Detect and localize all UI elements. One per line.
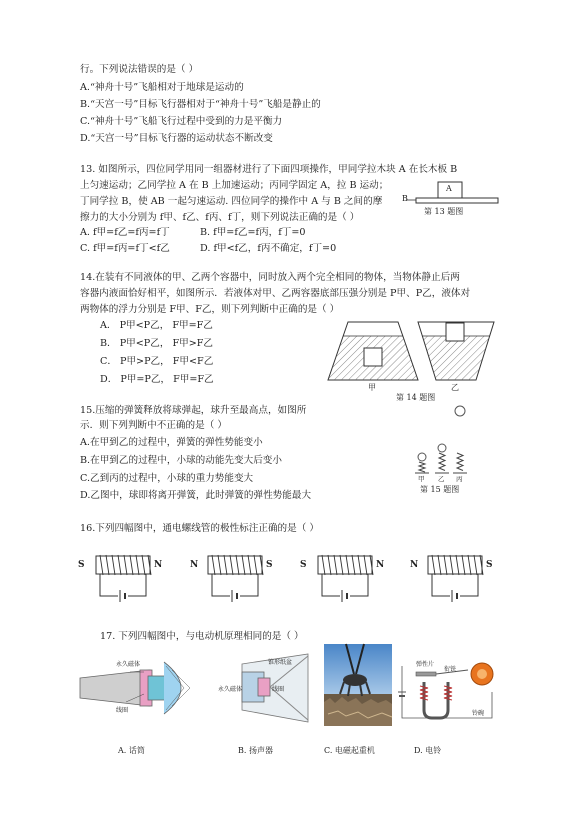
q12-stem: 行。下列说法错误的是（ ） [80,64,199,75]
q14-label-yi: 乙 [451,383,459,392]
q17-caption-d: D. 电铃 [414,746,442,755]
q13-option-c: C. f甲=f丙=f丁<f乙 [80,243,170,254]
q13-caption: 第 13 题图 [424,207,464,216]
q13-option-a: A. f甲=f乙=f丙=f丁 [80,227,170,238]
q15-line-2: 示．则下列判断中不正确的是（ ） [80,420,227,431]
q14-option-b: B． P甲<P乙， F甲>F乙 [100,338,214,349]
q14-line-2: 容器内液面恰好相平，如图所示．若液体对甲、乙两容器底部压强分别是 P甲、P乙，液体对 [80,288,471,299]
q15-label-yi: 乙 [438,475,445,483]
q12-option-b: B.“天宫一号”目标飞行器相对于“神舟十号”飞船是静止的 [80,99,321,110]
q17-caption-c: C. 电磁起重机 [324,746,375,755]
q12-option-d: D.“天宫一号”目标飞行器的运动状态不断改变 [80,133,273,144]
q13-board-b [416,198,498,203]
object-yi [446,323,464,341]
q17-fig-d-label-gong: 铃碗 [472,710,485,717]
ball-bing [455,406,465,416]
q12-option-c: C.“神舟十号”飞船飞行过程中受到的力是平衡力 [80,116,283,127]
q17-fig-a-label-coil: 线圈 [116,707,129,714]
q12-option-a: A.“神舟十号”飞船相对于地球是运动的 [80,82,244,93]
q17-fig-d-label-spring: 弹性片 [416,661,435,668]
q13-line-1: 13. 如图所示，四位同学用同一组器材进行了下面四项操作，甲同学拉木块 A 在长木板 B [80,164,458,175]
q15-line-1: 15.压缩的弹簧释放将球弹起，球升至最高点，如图所 [80,405,307,416]
q15-label-bing: 丙 [456,475,463,483]
ball-yi [438,444,446,452]
q15-option-c: C.乙到丙的过程中，小球的重力势能变大 [80,473,254,484]
q13-line-2: 上匀速运动；乙同学拉 A 在 B 上加速运动；丙同学固定 A，拉 B 运动； [80,180,389,191]
q14-line-1: 14.在装有不同液体的甲、乙两个容器中，同时放入两个完全相同的物体，当物体静止后两 [80,272,460,283]
q13-board-label: B [402,194,408,203]
solenoid-figure-4 [416,554,506,606]
q15-option-d: D.乙图中，球即将离开弹簧，此时弹簧的弹性势能最大 [80,490,312,501]
solenoid-3-right-pole: N [376,560,385,570]
q17-stem: 17. 下列四幅图中，与电动机原理相同的是（ ） [100,631,304,642]
q14-line-3: 两物体的浮力分别是 F甲、F乙，则下列判断中正确的是（ ） [80,304,340,315]
solenoid-2-right-pole: S [266,560,273,570]
q17-caption-a: A. 话筒 [118,746,145,755]
q17-fig-d-label-armature: 衔铁 [444,666,457,673]
q13-block-label: A [446,184,452,193]
object-jia [364,348,382,366]
q14-caption: 第 14 题图 [396,393,436,402]
q13-option-b: B. f甲=f乙=f丙，f丁=0 [200,227,306,238]
solenoid-4-left-pole: N [410,560,419,570]
q13-option-d: D. f甲<f乙，f丙不确定，f丁=0 [200,243,337,254]
q13-line-3: 丁同学拉 B，使 AB 一起匀速运动. 四位同学的操作中 A 与 B 之间的摩 [80,196,383,207]
q13-line-4: 擦力的大小分别为 f甲、f乙、f丙、f丁，则下列说法正确的是（ ） [80,212,360,223]
solenoid-3-left-pole: S [300,560,307,570]
solenoid-1-left-pole: S [78,560,85,570]
q17-fig-c-crane-photo [324,644,392,726]
q17-fig-b-label-coil: 线圈 [272,686,285,693]
solenoid-2-left-pole: N [190,560,199,570]
ball-jia [418,453,426,461]
q14-figure [318,318,496,388]
q17-fig-b-label-cone: 锥形纸盆 [268,659,293,666]
q15-option-a: A.在甲到乙的过程中，弹簧的弹性势能变小 [80,437,263,448]
q14-label-jia: 甲 [368,383,376,392]
q15-caption: 第 15 题图 [420,485,460,494]
q17-caption-b: B. 扬声器 [238,746,273,755]
q14-option-c: C． P甲>P乙， F甲<F乙 [100,356,214,367]
solenoid-1-right-pole: N [154,560,163,570]
q15-figure [412,402,472,482]
q16-stem: 16.下列四幅图中，通电螺线管的极性标注正确的是（ ） [80,523,319,534]
solenoid-figure-2 [196,554,286,606]
q14-option-a: A． P甲<P乙， F甲=F乙 [100,320,213,331]
q14-option-d: D． P甲=P乙， F甲=F乙 [100,374,214,385]
q15-label-jia: 甲 [418,475,425,483]
solenoid-4-right-pole: S [486,560,493,570]
q17-fig-a-label-magnet: 永久磁体 [116,661,141,668]
q17-fig-b-label-magnet: 永久磁体 [218,686,243,693]
q15-option-b: B.在甲到乙的过程中，小球的动能先变大后变小 [80,455,282,466]
